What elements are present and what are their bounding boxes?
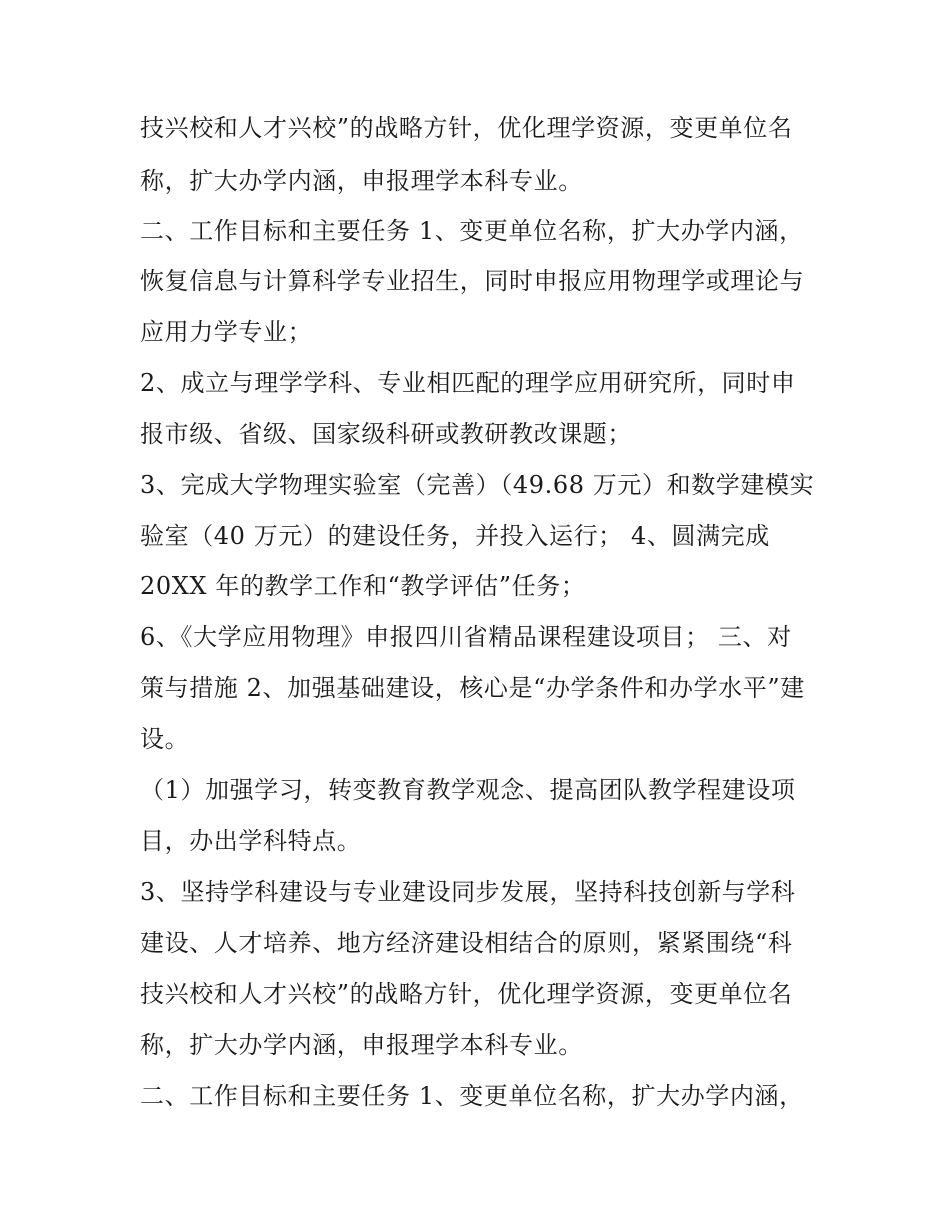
paragraph-line: 目，办出学科特点。 [140,827,362,855]
paragraph-line: 3、坚持学科建设与专业建设同步发展，坚持科技创新与学科 [140,878,796,906]
paragraph-line: （1）加强学习，转变教育教学观念、提高团队教学程建设项 [140,776,796,804]
paragraph-line: 设。 [140,725,190,753]
paragraph-line: 技兴校和人才兴校”的战略方针，优化理学资源，变更单位名 [140,114,793,142]
paragraph-line: 称，扩大办学内涵，申报理学本科专业。 [140,167,583,195]
paragraph-line: 报市级、省级、国家级科研或教研教改课题； [140,420,632,448]
paragraph-line: 二、工作目标和主要任务 1、变更单位名称，扩大办学内涵， [140,217,804,245]
paragraph-line: 恢复信息与计算科学专业招生，同时申报应用物理学或理论与 [140,267,805,295]
paragraph-line: 称，扩大办学内涵，申报理学本科专业。 [140,1031,583,1059]
paragraph-line: 验室（40 万元）的建设任务，并投入运行； 4、圆满完成 [140,522,770,550]
paragraph-line: 2、成立与理学学科、专业相匹配的理学应用研究所，同时申 [140,369,796,397]
paragraph-line: 20XX 年的教学工作和“教学评估”任务； [140,572,586,600]
paragraph-line: 应用力学专业； [140,318,313,346]
paragraph-line: 技兴校和人才兴校”的战略方针，优化理学资源，变更单位名 [140,980,793,1008]
paragraph-line: 策与措施 2、加强基础建设，核心是“办学条件和办学水平”建 [140,674,805,702]
paragraph-line: 3、完成大学物理实验室（完善）（49.68 万元）和数学建模实 [140,471,815,499]
paragraph-line: 6、《大学应用物理》申报四川省精品课程建设项目； 三、对 [140,623,792,651]
paragraph-line: 二、工作目标和主要任务 1、变更单位名称，扩大办学内涵， [140,1082,804,1110]
paragraph-line: 建设、人才培养、地方经济建设相结合的原则，紧紧围绕“科 [140,929,793,957]
